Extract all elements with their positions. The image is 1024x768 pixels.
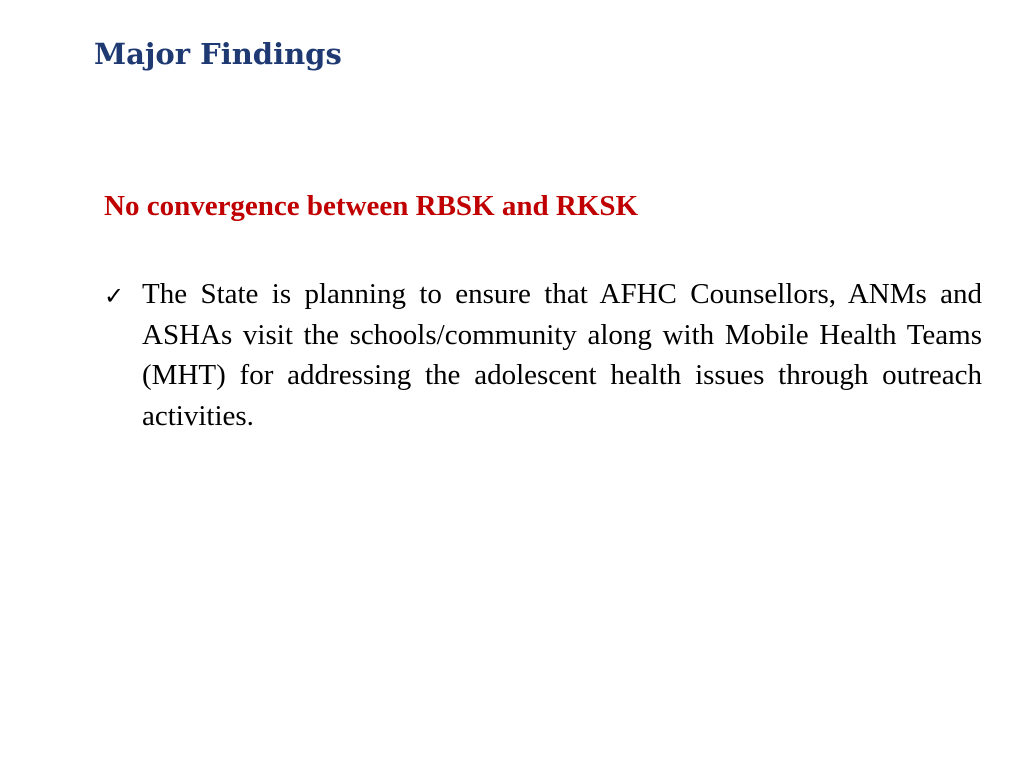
bullet-list — [104, 274, 982, 436]
slide-title: Major Findings — [94, 37, 342, 71]
bullet-item — [104, 274, 982, 436]
section-heading: No convergence between RBSK and RKSK — [104, 190, 639, 222]
checkmark-icon: ✓ — [104, 282, 125, 310]
bullet-text: The State is planning to ensure that AFHC Counsellors, ANMs and ASHAs visit the schools/community along with Mobile Health Teams (MHT) for addressing the adolescent health issues through outreach activities. — [142, 278, 982, 432]
